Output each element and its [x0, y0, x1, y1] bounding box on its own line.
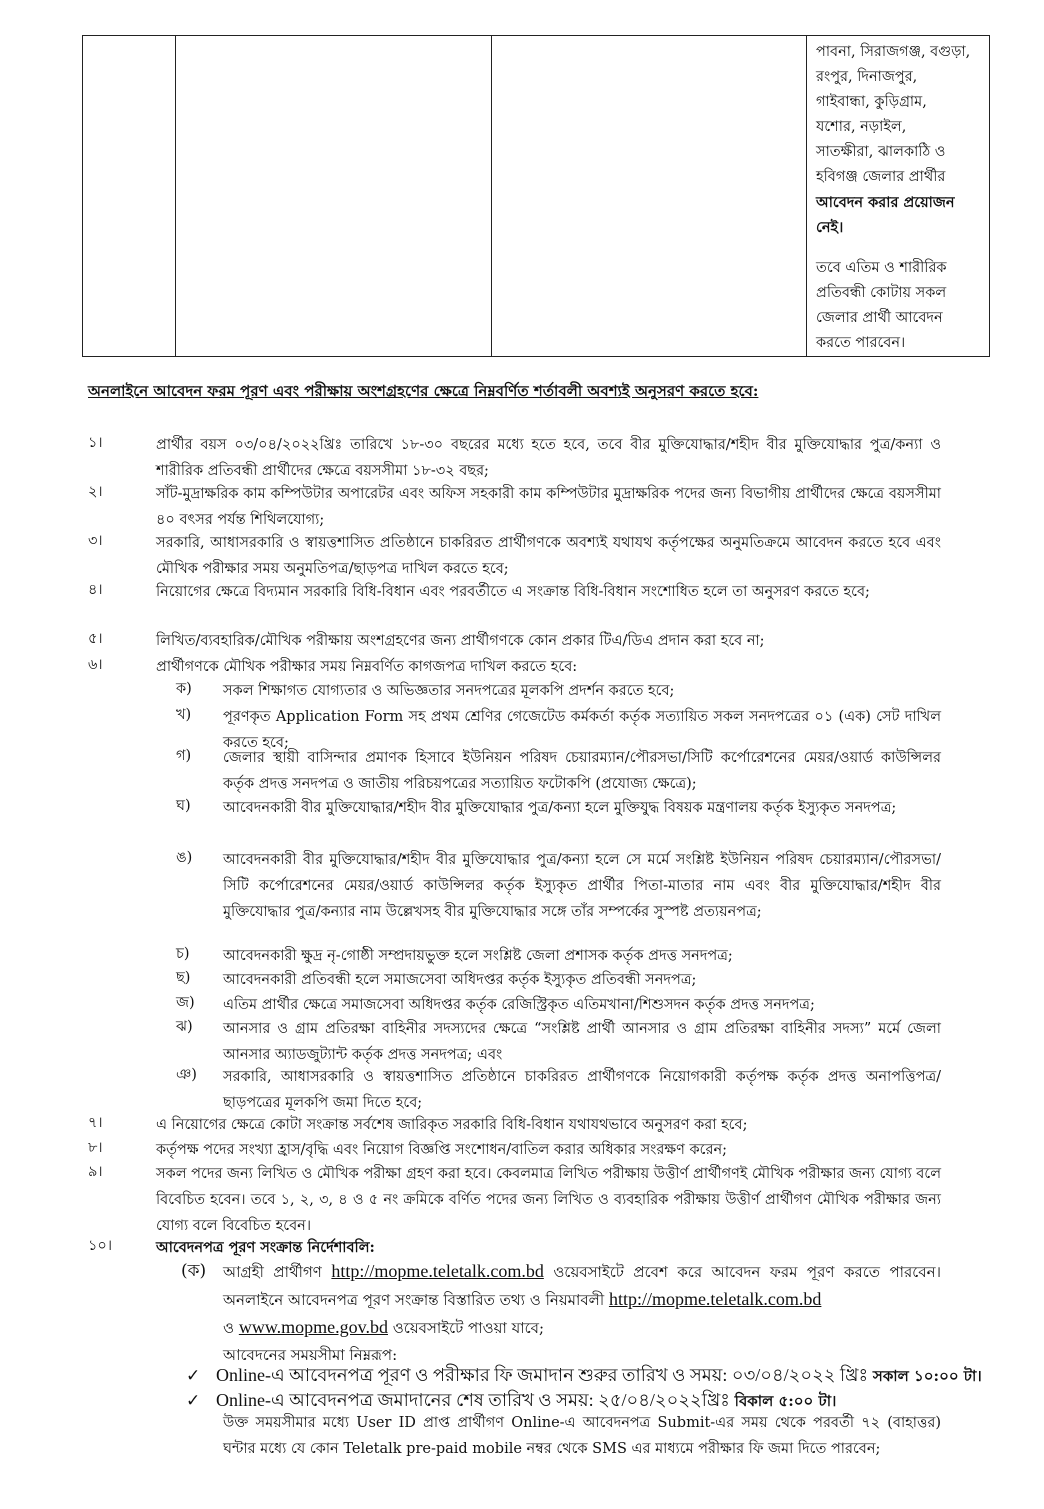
para-text: ওয়েবসাইটে পাওয়া যাবে;	[392, 1319, 544, 1337]
para-text: ওয়েবসাইটে প্রবেশ করে আবেদন ফরম পূরণ করতে পারবেন। অনলাইনে আবেদনপত্র পূরণ সংক্রান্ত বিস্তারিত তথ্য ও নিয়মাবলী	[223, 1263, 941, 1309]
note-line: হবিগঞ্জ জেলার প্রার্থীর	[816, 169, 946, 185]
table-cell	[492, 36, 807, 357]
sms-fee-paragraph: উক্ত সময়সীমার মধ্যে User ID প্রাপ্ত প্রার্থীগণ Online-এ আবেদনপত্র Submit-এর সময় থেকে পরবর্তী ৭২ (বাহাত্তর) ঘন্টার মধ্যে যে কোন Teletalk pre-paid mobile নম্বর থেকে SMS এর মাধ্যমে পরীক্ষার ফি জমা দিতে পারবেন;	[223, 1415, 941, 1457]
item-text: সাঁট-মুদ্রাক্ষরিক কাম কম্পিউটার অপারেটর এবং অফিস সহকারী কাম কম্পিউটার মুদ্রাক্ষরিক পদের জন্য বিভাগীয় প্রার্থীদের ক্ষেত্রে বয়সসীমা ৪০ বৎসর পর্যন্ত শিথিলযোগ্য;	[156, 486, 941, 528]
sub-item-number: ঙ)	[176, 850, 193, 866]
item-text: সকল পদের জন্য লিখিত ও মৌখিক পরীক্ষা গ্রহণ করা হবে। কেবলমাত্র লিখিত পরীক্ষায় উত্তীর্ণ প্রার্থীগণই মৌখিক পরীক্ষার জন্য যোগ্য বলে বিবেচিত হবেন। তবে ১, ২, ৩, ৪ ও ৫ নং ক্রমিকে বর্ণিত পদের জন্য লিখিত ও ব্যবহারিক পরীক্ষায় উত্তীর্ণ প্রার্থীগণ মৌখিক পরীক্ষার জন্য যোগ্য বলে বিবেচিত হবেন।	[156, 1166, 941, 1234]
table-row	[83, 36, 990, 357]
teletalk-link[interactable]: http://mopme.teletalk.com.bd	[331, 1261, 544, 1281]
note-line: জেলার প্রার্থী আবেদন	[816, 310, 943, 326]
item-number: ২।	[88, 484, 103, 500]
item-text: লিখিত/ব্যবহারিক/মৌখিক পরীক্ষায় অংশগ্রহণের জন্য প্রার্থীগণকে কোন প্রকার টিএ/ডিএ প্রদান করা হবে না;	[156, 633, 765, 649]
note-line: প্রতিবন্ধী কোটায় সকল	[816, 285, 947, 301]
item-text: এ নিয়োগের ক্ষেত্রে কোটা সংক্রান্ত সর্বশেষ জারিকৃত সরকারি বিধি-বিধান যথাযথভাবে অনুসরণ করা হবে;	[156, 1117, 748, 1133]
item-number: ৭।	[88, 1115, 103, 1131]
item-number: ৩।	[88, 533, 103, 549]
sub-item-number: ঘ)	[176, 798, 191, 814]
post-table	[82, 35, 990, 357]
para-text: আগ্রহী প্রার্থীগণ	[223, 1263, 322, 1281]
item-number: ৬।	[88, 657, 103, 673]
sub-item-text: আবেদনকারী বীর মুক্তিযোদ্ধার/শহীদ বীর মুক্তিযোদ্ধার পুত্র/কন্যা হলে মুক্তিযুদ্ধ বিষয়ক মন্ত্রণালয় কর্তৃক ইস্যুকৃত সনদপত্র;	[223, 800, 897, 816]
end-date-text: Online-এ আবেদনপত্র জমাদানের শেষ তারিখ ও সময়: ২৫/০৪/২০২২খ্রিঃ	[216, 1390, 730, 1410]
item-text: কর্তৃপক্ষ পদের সংখ্যা হ্রাস/বৃদ্ধি এবং নিয়োগ বিজ্ঞপ্তি সংশোধন/বাতিল করার অধিকার সংরক্ষণ করেন;	[156, 1142, 727, 1158]
deadline-label: আবেদনের সময়সীমা নিম্নরূপ:	[223, 1346, 398, 1364]
item-number: ১।	[88, 435, 103, 451]
item-number: ৯।	[88, 1164, 103, 1180]
item-number: ৮।	[88, 1140, 103, 1156]
district-note	[807, 36, 989, 356]
note-line: রংপুর, দিনাজপুর,	[816, 69, 918, 85]
sub-item-number: খ)	[176, 707, 192, 723]
sub-item-text: আনসার ও গ্রাম প্রতিরক্ষা বাহিনীর সদস্যদের ক্ষেত্রে “সংশ্লিষ্ট প্রার্থী আনসার ও গ্রাম প্রতিরক্ষা বাহিনীর সদস্য” মর্মে জেলা আনসার অ্যাডজুট্যান্ট কর্তৃক প্রদত্ত সনদপত্র; এবং	[223, 1021, 941, 1063]
item-text: নিয়োগের ক্ষেত্রে বিদ্যমান সরকারি বিধি-বিধান এবং পরবর্তীতে এ সংক্রান্ত বিধি-বিধান সংশোধিত হলে তা অনুসরণ করতে হবে;	[156, 584, 870, 600]
sub-item-text: আবেদনকারী বীর মুক্তিযোদ্ধার/শহীদ বীর মুক্তিযোদ্ধার পুত্র/কন্যা হলে সে মর্মে সংশ্লিষ্ট ইউনিয়ন পরিষদ চেয়ারম্যান/পৌরসভা/সিটি কর্পোরেশনের মেয়র/ওয়ার্ড কাউন্সিলর কর্তৃক ইস্যুকৃত প্রার্থীর পিতা-মাতার নাম এবং বীর মুক্তিযোদ্ধার/শহীদ বীর মুক্তিযোদ্ধার পুত্র/কন্যার নাম উল্লেখসহ বীর মুক্তিযোদ্ধার সঙ্গে তাঁর সম্পর্কের সুস্পষ্ট প্রত্যয়নপত্র;	[223, 852, 941, 920]
teletalk-link-2[interactable]: http://mopme.teletalk.com.bd	[608, 1289, 822, 1309]
item-text: প্রার্থীগণকে মৌখিক পরীক্ষার সময় নিম্নবর্ণিত কাগজপত্র দাখিল করতে হবে:	[156, 659, 578, 675]
sub-item-number: জ)	[176, 995, 195, 1011]
sub-item-number: ছ)	[176, 970, 191, 986]
sub-item-text: আবেদনকারী ক্ষুদ্র নৃ-গোষ্ঠী সম্প্রদায়ভুক্ত হলে সংশ্লিষ্ট জেলা প্রশাসক কর্তৃক প্রদত্ত সনদপত্র;	[223, 948, 733, 964]
end-time: বিকাল ৫:০০ টা।	[734, 1392, 837, 1410]
note-line: তবে এতিম ও শারীরিক	[816, 260, 947, 276]
start-date-text: Online-এ আবেদনপত্র পূরণ ও পরীক্ষার ফি জমাদান শুরুর তারিখ ও সময়: ০৩/০৪/২০২২ খ্রিঃ	[216, 1365, 869, 1385]
note-line: সাতক্ষীরা, ঝালকাঠি ও	[816, 144, 946, 160]
sub-item-label: (ক)	[181, 1261, 207, 1281]
item-number: ৪।	[88, 582, 103, 598]
sub-item-text: পূরণকৃত Application Form সহ প্রথম শ্রেণির গেজেটেড কর্মকর্তা কর্তৃক সত্যায়িত সকল সনদপত্রের ০১ (এক) সেট দাখিল করতে হবে;	[223, 709, 941, 751]
mopme-website-link[interactable]: www.mopme.gov.bd	[238, 1317, 388, 1337]
sub-item-text: সকল শিক্ষাগত যোগ্যতার ও অভিজ্ঞতার সনদপত্রের মূলকপি প্রদর্শন করতে হবে;	[223, 683, 675, 699]
sub-item-text: এতিম প্রার্থীর ক্ষেত্রে সমাজসেবা অধিদপ্তর কর্তৃক রেজিস্ট্রিকৃত এতিমখানা/শিশুসদন কর্তৃক প্রদত্ত সনদপত্র;	[223, 997, 815, 1013]
para-text: ও	[223, 1319, 235, 1337]
item-number: ৫।	[88, 631, 103, 647]
note-line: গাইবান্ধা, কুড়িগ্রাম,	[816, 94, 927, 110]
item-text: সরকারি, আধাসরকারি ও স্বায়ত্তশাসিত প্রতিষ্ঠানে চাকরিরত প্রার্থীগণকে অবশ্যই যথাযথ কর্তৃপক্ষের অনুমতিক্রমে আবেদন করতে হবে এবং মৌখিক পরীক্ষার সময় অনুমতিপত্র/ছাড়পত্র দাখিল করতে হবে;	[156, 535, 941, 577]
sub-item-text: সরকারি, আধাসরকারি ও স্বায়ত্তশাসিত প্রতিষ্ঠানে চাকরিরত প্রার্থীগণকে নিয়োগকারী কর্তৃপক্ষ কর্তৃক প্রদত্ত অনাপত্তিপত্র/ ছাড়পত্রের মূলকপি জমা দিতে হবে;	[223, 1069, 941, 1111]
sub-item-text: আবেদনকারী প্রতিবন্ধী হলে সমাজসেবা অধিদপ্তর কর্তৃক ইস্যুকৃত প্রতিবন্ধী সনদপত্র;	[223, 972, 697, 988]
sub-item-number: গ)	[176, 748, 192, 764]
note-bold-line: নেই।	[816, 219, 844, 236]
instruction-paragraph	[223, 1258, 941, 1369]
check-icon: ✓	[186, 1391, 201, 1411]
table-cell	[83, 36, 176, 357]
sub-item-number: ক)	[176, 681, 192, 697]
table-cell	[176, 36, 492, 357]
item-text: প্রার্থীর বয়স ০৩/০৪/২০২২খ্রিঃ তারিখে ১৮-৩০ বছরের মধ্যে হতে হবে, তবে বীর মুক্তিযোদ্ধার/শহীদ বীর মুক্তিযোদ্ধার পুত্র/কন্যা ও শারীরিক প্রতিবন্ধী প্রার্থীদের ক্ষেত্রে বয়সসীমা ১৮-৩২ বছর;	[156, 437, 941, 479]
item-title: আবেদনপত্র পূরণ সংক্রান্ত নির্দেশাবলি:	[156, 1239, 375, 1256]
note-line: করতে পারবেন।	[816, 335, 906, 351]
note-bold-line: আবেদন করার প্রয়োজন	[816, 194, 955, 211]
sub-item-number: ঝ)	[176, 1019, 193, 1035]
note-line: পাবনা, সিরাজগঞ্জ, বগুড়া,	[816, 44, 971, 60]
item-number: ১০।	[88, 1238, 113, 1254]
note-line: যশোর, নড়াইল,	[816, 119, 907, 135]
start-time: সকাল ১০:০০ টা।	[872, 1367, 982, 1385]
table-cell-note	[807, 36, 990, 357]
sub-item-text: জেলার স্থায়ী বাসিন্দার প্রমাণক হিসাবে ইউনিয়ন পরিষদ চেয়ারম্যান/পৌরসভা/সিটি কর্পোরেশনের মেয়র/ওয়ার্ড কাউন্সিলর কর্তৃক প্রদত্ত সনদপত্র ও জাতীয় পরিচয়পত্রের সত্যায়িত ফটোকপি (প্রযোজ্য ক্ষেত্রে);	[223, 750, 941, 792]
conditions-heading: অনলাইনে আবেদন ফরম পূরণ এবং পরীক্ষায় অংশগ্রহণের ক্ষেত্রে নিম্নবর্ণিত শর্তাবলী অবশ্যই অনুসরণ করতে হবে:	[88, 382, 759, 400]
check-icon: ✓	[186, 1366, 201, 1386]
sub-item-number: চ)	[176, 946, 190, 962]
sub-item-number: ঞ)	[176, 1067, 197, 1083]
